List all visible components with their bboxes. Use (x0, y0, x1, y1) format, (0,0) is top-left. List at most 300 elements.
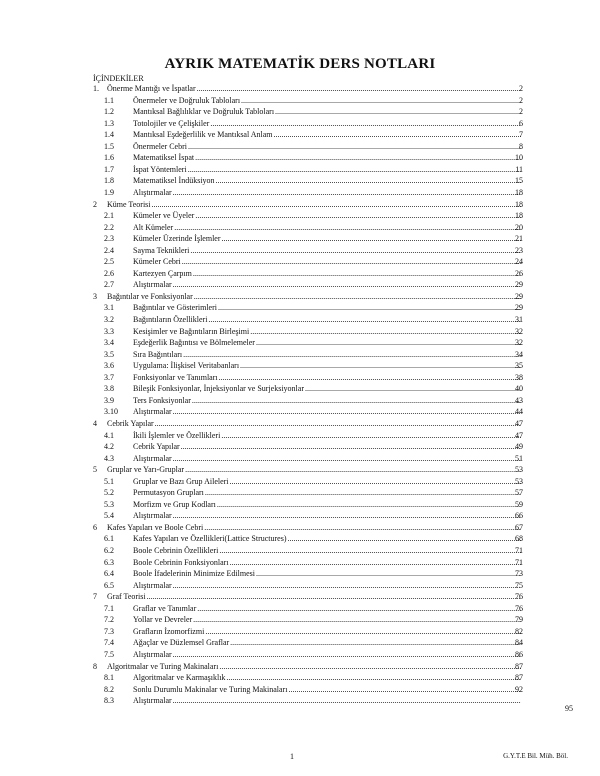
toc-page: 20 (515, 222, 523, 232)
toc-leader-dots (222, 233, 521, 244)
toc-section-row (0, 499, 600, 510)
toc-number: 2.3 (104, 234, 114, 244)
toc-entry (133, 118, 522, 129)
toc-leader-dots (288, 533, 522, 544)
toc-page: 71 (515, 557, 523, 567)
toc-leader-dots (193, 614, 521, 625)
toc-leader-dots (173, 453, 521, 464)
toc-section-row (0, 256, 600, 267)
toc-page: 38 (515, 372, 523, 382)
toc-section-row (0, 487, 600, 498)
toc-section-row (0, 430, 600, 441)
toc-section-row (0, 533, 600, 544)
toc-label: Alıştırmalar (133, 580, 172, 590)
toc-section-row (0, 614, 600, 625)
toc-section-row (0, 684, 600, 695)
toc-section-row (0, 187, 600, 198)
toc-leader-dots (230, 557, 521, 568)
footer-page-number: 1 (290, 752, 294, 761)
toc-entry (133, 430, 522, 441)
toc-label: Matematiksel İspat (133, 153, 195, 163)
toc-entry (133, 164, 522, 175)
toc-entry (133, 187, 522, 198)
toc-entry (133, 141, 522, 152)
toc-label: Ağaçlar ve Düzlemsel Graflar (133, 638, 230, 648)
toc-leader-dots (173, 510, 521, 521)
toc-page: 86 (515, 649, 523, 659)
toc-leader-dots (256, 568, 521, 579)
toc-page: 43 (515, 395, 523, 405)
toc-leader-dots (195, 152, 521, 163)
toc-entry (133, 129, 522, 140)
toc-section-row (0, 453, 600, 464)
toc-entry (133, 383, 522, 394)
toc-section-row (0, 441, 600, 452)
toc-label: Önermeler Cebri (133, 141, 187, 151)
toc-entry (133, 268, 522, 279)
toc-section-row (0, 349, 600, 360)
toc-leader-dots (226, 672, 521, 683)
toc-number: 6.1 (104, 534, 114, 544)
toc-heading: İÇİNDEKİLER (93, 74, 144, 83)
document-title: AYRIK MATEMATİK DERS NOTLARI (164, 56, 436, 72)
toc-entry (133, 580, 522, 591)
toc-leader-dots (208, 314, 521, 325)
toc-section-row (0, 210, 600, 221)
toc-page: 2 (519, 107, 523, 117)
toc-entry (133, 487, 522, 498)
toc-page: 51 (515, 453, 523, 463)
toc-section-row (0, 603, 600, 614)
toc-section-row (0, 372, 600, 383)
toc-number: 4 (93, 418, 97, 428)
toc-label: Kümeler Cebri (133, 257, 181, 267)
toc-number: 7 (93, 592, 97, 602)
toc-section-row (0, 268, 600, 279)
toc-entry (133, 95, 522, 106)
toc-page: 73 (515, 569, 523, 579)
toc-page: 35 (515, 361, 523, 371)
toc-label: Kesişimler ve Bağıntıların Birleşimi (133, 326, 250, 336)
toc-section-row (0, 326, 600, 337)
toc-number: 3.3 (104, 326, 114, 336)
toc-entry (133, 533, 522, 544)
toc-number: 7.1 (104, 603, 114, 613)
toc-label: Graf Teorisi (107, 592, 146, 602)
toc-section-row (0, 314, 600, 325)
toc-leader-dots (205, 626, 521, 637)
toc-page: 2 (519, 95, 523, 105)
toc-page: 75 (515, 580, 523, 590)
toc-number: 1.6 (104, 153, 114, 163)
toc-number: 1.8 (104, 176, 114, 186)
toc-leader-dots (219, 372, 521, 383)
toc-label: Gruplar ve Yarı-Gruplar (107, 465, 185, 475)
toc-number: 6 (93, 522, 97, 532)
toc-entry (133, 279, 522, 290)
toc-number: 5.2 (104, 488, 114, 498)
toc-page: 87 (515, 673, 523, 683)
toc-leader-dots (173, 695, 521, 706)
toc-page: 49 (515, 442, 523, 452)
toc-page: 26 (515, 268, 523, 278)
toc-label: Kafes Yapıları ve Özellikleri(Lattice Structures) (133, 534, 287, 544)
toc-page: 44 (515, 407, 523, 417)
toc-number: 3.5 (104, 349, 114, 359)
toc-leader-dots (174, 222, 521, 233)
toc-number: 7.5 (104, 649, 114, 659)
toc-entry (107, 83, 522, 94)
toc-section-row (0, 175, 600, 186)
toc-entry (133, 222, 522, 233)
toc-page: 92 (515, 684, 523, 694)
toc-entry (133, 314, 522, 325)
toc-entry (133, 453, 522, 464)
trailing-page-number: 95 (565, 704, 573, 713)
toc-page: 32 (515, 338, 523, 348)
toc-section-row (0, 545, 600, 556)
toc-entry (133, 106, 522, 117)
toc-leader-dots (204, 522, 521, 533)
toc-label: Bağıntılar ve Gösterimleri (133, 303, 217, 313)
toc-page: 47 (515, 430, 523, 440)
toc-page: 53 (515, 476, 523, 486)
toc-leader-dots (230, 637, 521, 648)
toc-leader-dots (256, 337, 521, 348)
toc-label: Fonksiyonlar ve Tanımları (133, 372, 218, 382)
toc-chapter-row (0, 522, 600, 533)
toc-section-row (0, 118, 600, 129)
toc-label: Boole Cebrinin Fonksiyonları (133, 557, 229, 567)
toc-number: 6.5 (104, 580, 114, 590)
toc-label: Alt Kümeler (133, 222, 174, 232)
toc-page: 68 (515, 534, 523, 544)
toc-leader-dots (173, 406, 521, 417)
toc-number: 5.3 (104, 499, 114, 509)
toc-entry (133, 510, 522, 521)
toc-page: 57 (515, 488, 523, 498)
toc-leader-dots (152, 199, 521, 210)
toc-label: Eşdeğerlik Bağıntısı ve Bölmelemeler (133, 338, 255, 348)
toc-label: Alıştırmalar (133, 280, 172, 290)
toc-label: Küme Teorisi (107, 199, 151, 209)
toc-label: Alıştırmalar (133, 187, 172, 197)
toc-leader-dots (181, 441, 521, 452)
toc-entry (133, 684, 522, 695)
toc-number: 5.1 (104, 476, 114, 486)
toc-entry (133, 545, 522, 556)
toc-number: 1.5 (104, 141, 114, 151)
toc-section-row (0, 383, 600, 394)
toc-label: Permutasyon Grupları (133, 488, 204, 498)
toc-entry (107, 591, 522, 602)
toc-entry (133, 349, 522, 360)
toc-page: 32 (515, 326, 523, 336)
toc-page: 29 (515, 303, 523, 313)
toc-chapter-row (0, 591, 600, 602)
toc-label: Kümeler Üzerinde İşlemler (133, 234, 221, 244)
toc-page: 8 (519, 141, 523, 151)
toc-number: 2.1 (104, 211, 114, 221)
toc-chapter-row (0, 418, 600, 429)
toc-number: 3 (93, 291, 97, 301)
toc-page: 67 (515, 522, 523, 532)
toc-entry (133, 614, 522, 625)
toc-leader-dots (221, 430, 521, 441)
toc-leader-dots (188, 164, 521, 175)
toc-number: 3.8 (104, 384, 114, 394)
toc-number: 5 (93, 465, 97, 475)
toc-number: 8.2 (104, 684, 114, 694)
toc-page: 21 (515, 234, 523, 244)
toc-leader-dots (210, 118, 521, 129)
toc-leader-dots (173, 279, 521, 290)
toc-label: Uygulama: İlişkisel Veritabanları (133, 361, 240, 371)
toc-section-row (0, 222, 600, 233)
toc-section-row (0, 568, 600, 579)
toc-number: 1.7 (104, 164, 114, 174)
toc-section-row (0, 406, 600, 417)
toc-number: 3.7 (104, 372, 114, 382)
toc-section-row (0, 476, 600, 487)
toc-entry (107, 291, 522, 302)
toc-entry (133, 175, 522, 186)
toc-page: 18 (515, 187, 523, 197)
toc-label: Boole İfadelerinin Minimize Edilmesi (133, 569, 255, 579)
toc-leader-dots (185, 464, 521, 475)
toc-leader-dots (218, 302, 521, 313)
toc-section-row (0, 233, 600, 244)
toc-entry (133, 626, 522, 637)
toc-leader-dots (250, 326, 521, 337)
toc-section-row (0, 152, 600, 163)
toc-leader-dots (182, 256, 521, 267)
toc-number: 6.2 (104, 546, 114, 555)
toc-page: 84 (515, 638, 523, 648)
toc-leader-dots (193, 268, 521, 279)
toc-chapter-row (0, 199, 600, 210)
toc-label: Boole Cebrinin Özellikleri (133, 546, 219, 555)
toc-page: 31 (515, 315, 523, 324)
toc-chapter-row (0, 83, 600, 94)
toc-page: 87 (515, 661, 523, 671)
toc-section-row (0, 580, 600, 591)
toc-label: Mantıksal Bağlılıklar ve Doğruluk Tabloları (133, 107, 275, 117)
toc-entry (133, 568, 522, 579)
toc-label: Sıra Bağıntıları (133, 349, 183, 359)
toc-entry (133, 152, 522, 163)
toc-page: 53 (515, 465, 523, 475)
toc-leader-dots (305, 383, 521, 394)
toc-label: Yollar ve Devreler (133, 615, 193, 625)
toc-page: 59 (515, 499, 523, 509)
toc-label: Bağıntıların Özellikleri (133, 315, 208, 324)
toc-leader-dots (219, 545, 521, 556)
toc-page: 82 (515, 626, 523, 636)
toc-number: 8.1 (104, 673, 114, 683)
toc-leader-dots (173, 649, 521, 660)
toc-entry (107, 522, 522, 533)
toc-label: Bağıntılar ve Fonksiyonlar (107, 291, 193, 301)
toc-section-row (0, 302, 600, 313)
toc-number: 4.1 (104, 430, 114, 440)
toc-leader-dots (216, 175, 521, 186)
toc-page: 2 (519, 84, 523, 93)
toc-entry (107, 464, 522, 475)
toc-leader-dots (192, 395, 521, 406)
toc-number: 6.4 (104, 569, 114, 579)
toc-number: 7.3 (104, 626, 114, 636)
toc-label: Sayma Teknikleri (133, 245, 190, 255)
toc-entry (133, 395, 522, 406)
toc-page: 29 (515, 291, 523, 301)
toc-entry (133, 326, 522, 337)
toc-label: Alıştırmalar (133, 407, 172, 417)
toc-label: Ters Fonksiyonlar (133, 395, 191, 405)
toc-number: 3.6 (104, 361, 114, 371)
toc-label: Önermeler ve Doğruluk Tabloları (133, 95, 241, 105)
toc-number: 5.4 (104, 511, 114, 521)
toc-entry (133, 360, 522, 371)
toc-label: Cebrik Yapılar (107, 418, 154, 428)
toc-leader-dots (217, 499, 521, 510)
toc-label: Grafların İzomorfizmi (133, 626, 205, 636)
footer-department: G.Y.T.E Bil. Müh. Böl. (503, 752, 568, 760)
toc-page: 29 (515, 280, 523, 290)
toc-section-row (0, 129, 600, 140)
toc-leader-dots (147, 591, 521, 602)
toc-number: 6.3 (104, 557, 114, 567)
toc-entry (133, 256, 522, 267)
toc-label: Alıştırmalar (133, 511, 172, 521)
toc-number: 1.9 (104, 187, 114, 197)
toc-leader-dots (219, 661, 521, 672)
toc-number: 1.2 (104, 107, 114, 117)
toc-chapter-row (0, 464, 600, 475)
toc-page: 76 (515, 592, 523, 602)
toc-leader-dots (230, 476, 521, 487)
toc-chapter-row (0, 291, 600, 302)
toc-entry (133, 337, 522, 348)
toc-number: 7.2 (104, 615, 114, 625)
toc-section-row (0, 510, 600, 521)
toc-section-row (0, 395, 600, 406)
toc-page: 24 (515, 257, 523, 267)
toc-entry (107, 418, 522, 429)
toc-leader-dots (194, 291, 521, 302)
toc-page: 18 (515, 211, 523, 221)
toc-section-row (0, 672, 600, 683)
toc-section-row (0, 637, 600, 648)
toc-number: 3.1 (104, 303, 114, 313)
toc-section-row (0, 695, 600, 706)
toc-label: Önerme Mantığı ve İspatlar (107, 84, 196, 93)
toc-label: Alıştırmalar (133, 453, 172, 463)
toc-number: 3.2 (104, 315, 114, 324)
toc-page: 66 (515, 511, 523, 521)
toc-label: Graflar ve Tanımlar (133, 603, 197, 613)
toc-page: 7 (519, 130, 523, 140)
toc-entry (133, 672, 522, 683)
toc-chapter-row (0, 661, 600, 672)
toc-leader-dots (195, 210, 521, 221)
toc-label: Algoritmalar ve Karmaşıklık (133, 673, 226, 683)
toc-page: 34 (515, 349, 523, 359)
toc-number: 1.3 (104, 118, 114, 128)
toc-leader-dots (197, 83, 521, 94)
toc-label: İspat Yöntemleri (133, 164, 187, 174)
toc-page: 11 (515, 164, 523, 174)
toc-page: 18 (515, 199, 523, 209)
toc-section-row (0, 557, 600, 568)
toc-entry (133, 245, 522, 256)
toc-number: 1.1 (104, 95, 114, 105)
toc-leader-dots (190, 245, 521, 256)
toc-page: 79 (515, 615, 523, 625)
toc-number: 2.6 (104, 268, 114, 278)
toc-leader-dots (240, 360, 521, 371)
toc-label: Matematiksel İndüksiyon (133, 176, 215, 186)
toc-entry (133, 406, 522, 417)
toc-number: 2.7 (104, 280, 114, 290)
toc-page: 71 (515, 546, 523, 555)
toc-leader-dots (188, 141, 521, 152)
toc-label: Algoritmalar ve Turing Makinaları (107, 661, 219, 671)
toc-section-row (0, 649, 600, 660)
toc-number: 3.9 (104, 395, 114, 405)
toc-entry (107, 661, 522, 672)
toc-leader-dots (288, 684, 521, 695)
toc-section-row (0, 141, 600, 152)
toc-label: Gruplar ve Bazı Grup Aileleri (133, 476, 229, 486)
toc-section-row (0, 337, 600, 348)
toc-section-row (0, 95, 600, 106)
toc-entry (133, 372, 522, 383)
toc-leader-dots (274, 129, 521, 140)
toc-entry (133, 210, 522, 221)
toc-entry (133, 649, 522, 660)
toc-entry (133, 499, 522, 510)
toc-label: Mantıksal Eşdeğerlilik ve Mantıksal Anlam (133, 130, 273, 140)
toc-page: 40 (515, 384, 523, 394)
toc-page: 15 (515, 176, 523, 186)
toc-leader-dots (173, 187, 521, 198)
toc-section-row (0, 245, 600, 256)
toc-entry (107, 199, 522, 210)
toc-label: İkili İşlemler ve Özellikleri (133, 430, 221, 440)
toc-page: 76 (515, 603, 523, 613)
toc-number: 2 (93, 199, 97, 209)
toc-number: 2.2 (104, 222, 114, 232)
toc-section-row (0, 164, 600, 175)
toc-entry (133, 302, 522, 313)
toc-label: Morfizm ve Grup Kodları (133, 499, 216, 509)
toc-section-row (0, 106, 600, 117)
toc-number: 7.4 (104, 638, 114, 648)
toc-number: 2.5 (104, 257, 114, 267)
toc-number: 1. (93, 84, 99, 93)
toc-section-row (0, 626, 600, 637)
toc-entry (133, 557, 522, 568)
toc-leader-dots (241, 95, 521, 106)
toc-label: Cebrik Yapılar (133, 442, 180, 452)
toc-entry (133, 637, 522, 648)
toc-number: 3.10 (104, 407, 118, 417)
toc-entry (133, 441, 522, 452)
toc-label: Sonlu Durumlu Makinalar ve Turing Makinaları (133, 684, 288, 694)
toc-page: 23 (515, 245, 523, 255)
toc-number: 1.4 (104, 130, 114, 140)
